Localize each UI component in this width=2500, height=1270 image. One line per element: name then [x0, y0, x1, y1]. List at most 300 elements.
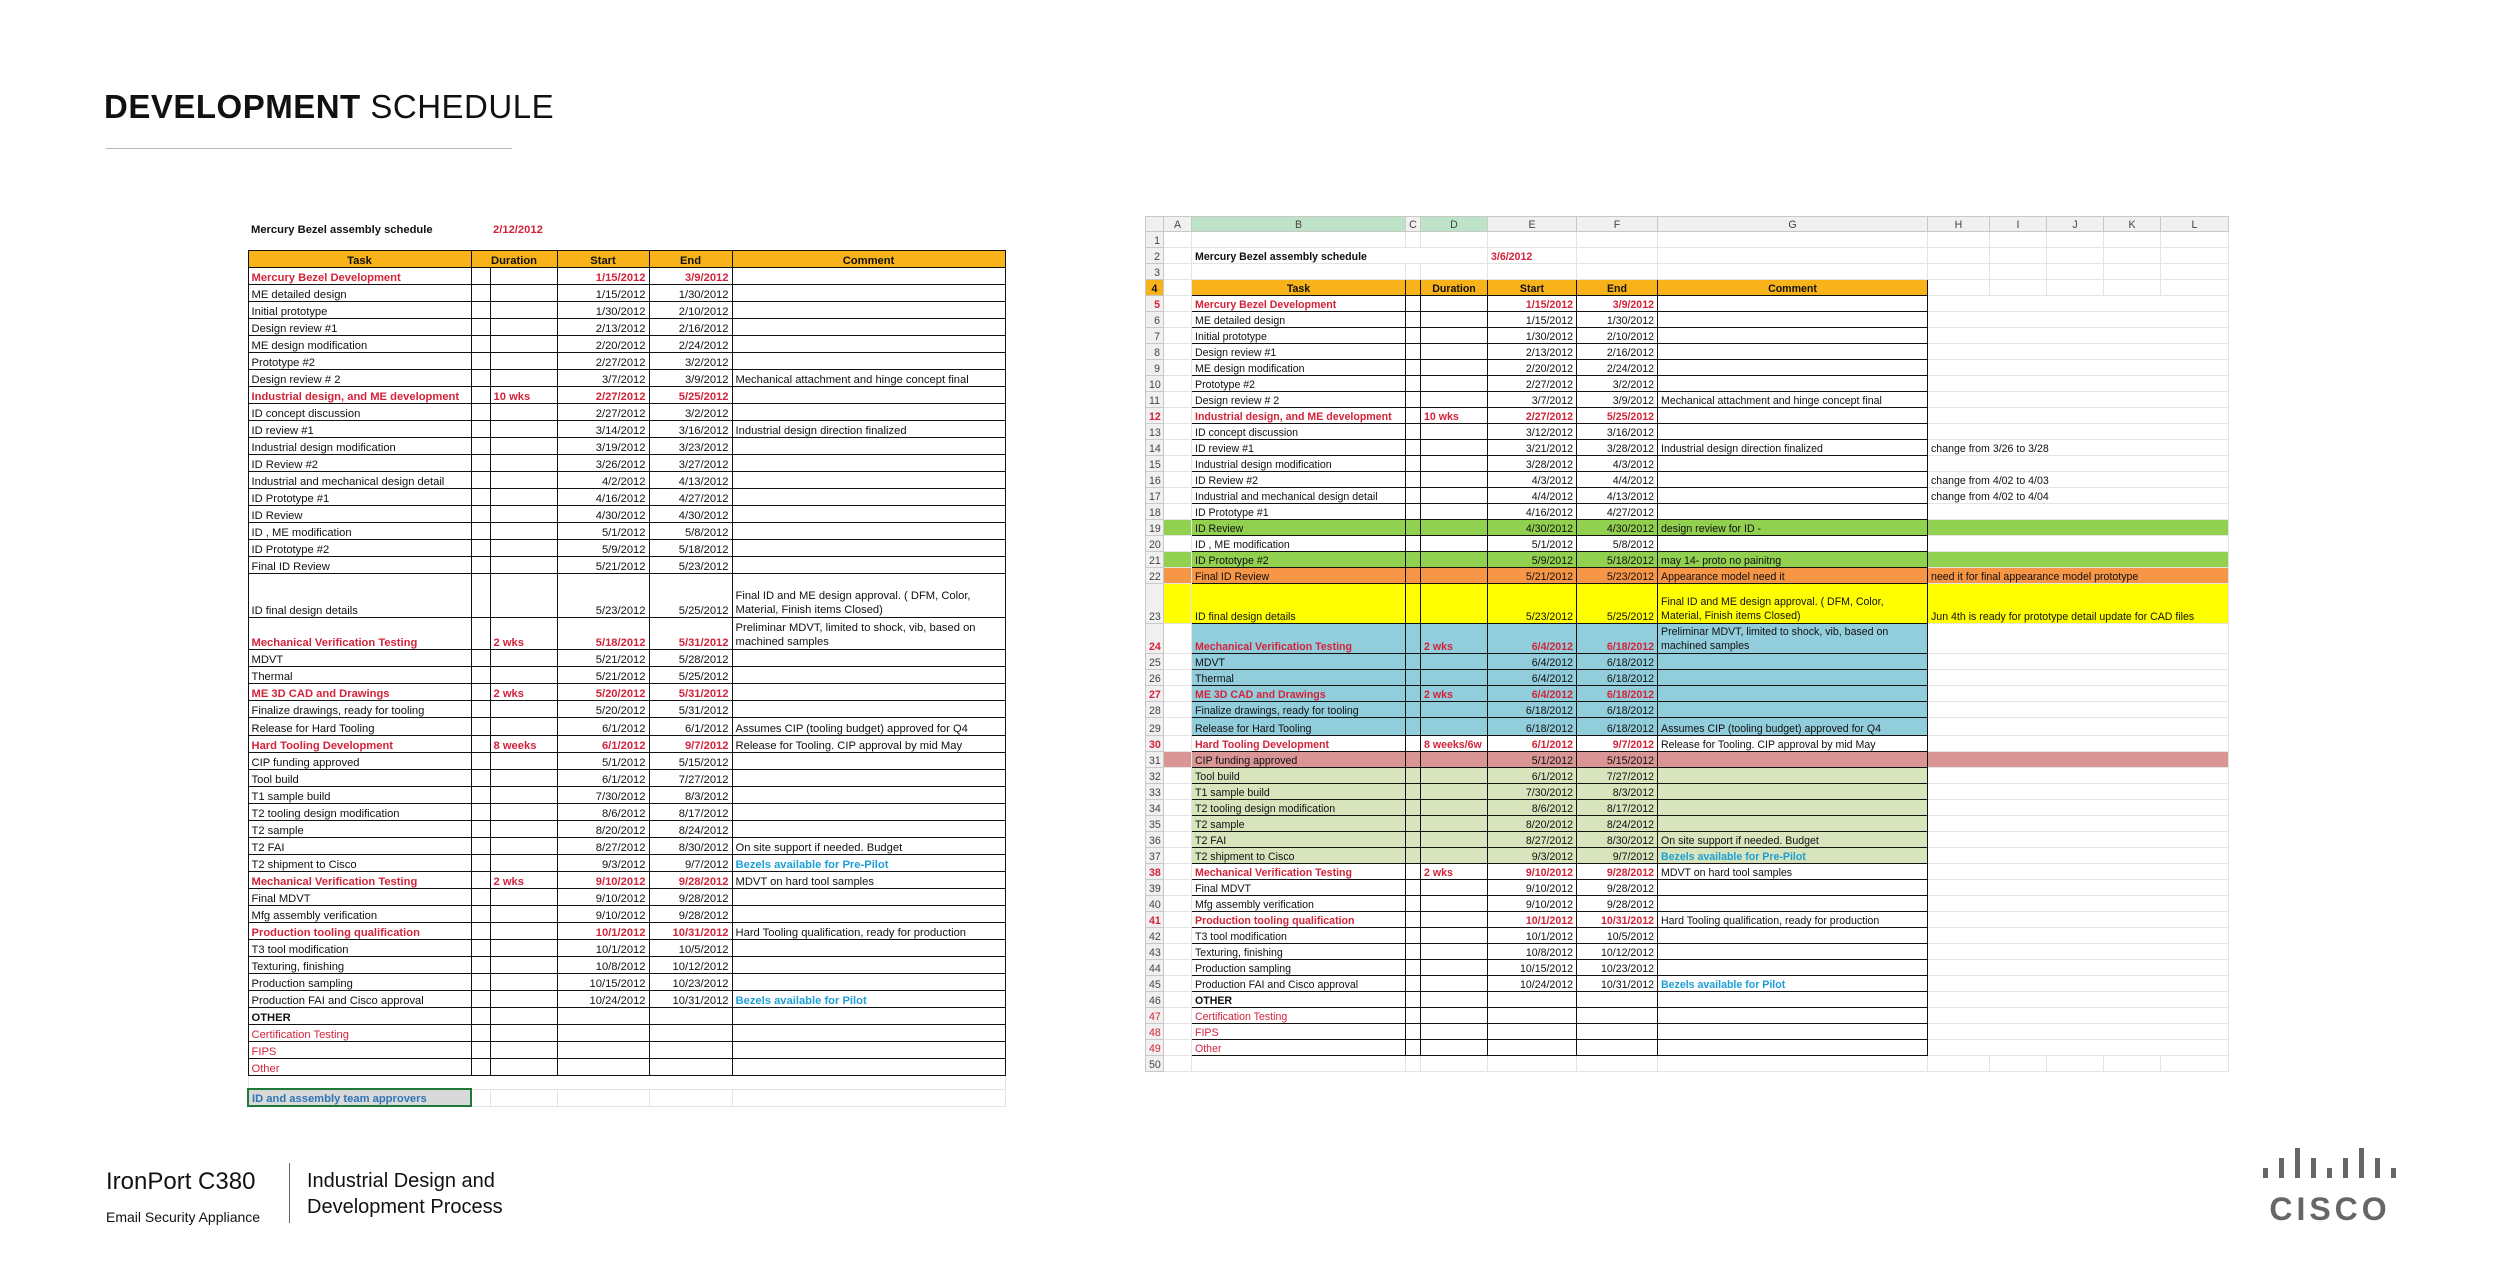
- note-cell: [1928, 360, 2229, 376]
- task-cell: Other: [1192, 1040, 1406, 1056]
- comment-cell: [732, 505, 1005, 522]
- column-letter-A[interactable]: A: [1164, 217, 1192, 232]
- note-cell: [1928, 686, 2229, 702]
- task-cell: Prototype #2: [248, 352, 471, 369]
- cell: [1658, 248, 1928, 264]
- row-number[interactable]: 48: [1146, 1024, 1164, 1040]
- row-number[interactable]: 32: [1146, 768, 1164, 784]
- end-cell: 5/25/2012: [649, 666, 732, 683]
- column-letter-J[interactable]: J: [2047, 217, 2104, 232]
- duration-cell: [490, 369, 557, 386]
- row-number[interactable]: 26: [1146, 670, 1164, 686]
- duration-cell: [1421, 536, 1488, 552]
- duration-cell: [1421, 944, 1488, 960]
- comment-cell: [1658, 928, 1928, 944]
- end-cell: 6/18/2012: [1577, 654, 1658, 670]
- end-cell: 10/31/2012: [649, 922, 732, 939]
- table-row: [248, 922, 1005, 939]
- row-number[interactable]: 5: [1146, 296, 1164, 312]
- end-cell: 3/16/2012: [649, 420, 732, 437]
- table-row: [248, 700, 1005, 717]
- row-number[interactable]: 44: [1146, 960, 1164, 976]
- row-number[interactable]: 17: [1146, 488, 1164, 504]
- table-row: [1146, 1008, 2229, 1024]
- row-number[interactable]: 12: [1146, 408, 1164, 424]
- blank-cell: [471, 854, 490, 871]
- cell: [1164, 768, 1192, 784]
- note-cell: [1928, 296, 2229, 312]
- row-number[interactable]: 8: [1146, 344, 1164, 360]
- comment-cell: [732, 1041, 1005, 1058]
- start-cell: 4/16/2012: [1488, 504, 1577, 520]
- row-number[interactable]: 34: [1146, 800, 1164, 816]
- end-cell: 6/1/2012: [649, 717, 732, 735]
- table-row: [248, 352, 1005, 369]
- table-row: [1146, 392, 2229, 408]
- cell: [1488, 232, 1577, 248]
- task-cell: ME detailed design: [248, 284, 471, 301]
- cell: [1164, 264, 1192, 280]
- cell: [1164, 552, 1192, 568]
- end-cell: 2/16/2012: [1577, 344, 1658, 360]
- duration-cell: [490, 352, 557, 369]
- cell: [2161, 264, 2229, 280]
- row-number[interactable]: 18: [1146, 504, 1164, 520]
- blank-cell: [1406, 960, 1421, 976]
- start-cell: [1488, 1024, 1577, 1040]
- end-cell: 4/4/2012: [1577, 472, 1658, 488]
- duration-cell: [1421, 896, 1488, 912]
- row-number[interactable]: 10: [1146, 376, 1164, 392]
- start-cell: 2/27/2012: [557, 386, 649, 403]
- task-cell: Hard Tooling Development: [248, 735, 471, 752]
- row-number[interactable]: 4: [1146, 280, 1164, 296]
- duration-cell: 2 wks: [490, 683, 557, 700]
- comment-cell: [1658, 960, 1928, 976]
- blank-cell: [1406, 864, 1421, 880]
- task-cell: Industrial and mechanical design detail: [1192, 488, 1406, 504]
- duration-cell: [490, 539, 557, 556]
- row-number[interactable]: 47: [1146, 1008, 1164, 1024]
- row-number[interactable]: 45: [1146, 976, 1164, 992]
- blank-cell: [1406, 752, 1421, 768]
- table-row: [248, 803, 1005, 820]
- table-row: [248, 556, 1005, 573]
- row-number[interactable]: 41: [1146, 912, 1164, 928]
- task-cell: Texturing, finishing: [1192, 944, 1406, 960]
- task-cell: Thermal: [1192, 670, 1406, 686]
- duration-cell: [1421, 296, 1488, 312]
- table-row: [1146, 752, 2229, 768]
- table-row: [1146, 296, 2229, 312]
- row-number[interactable]: 16: [1146, 472, 1164, 488]
- cell: [1164, 752, 1192, 768]
- end-cell: 5/23/2012: [1577, 568, 1658, 584]
- row-number[interactable]: 24: [1146, 624, 1164, 654]
- start-cell: 5/23/2012: [1488, 584, 1577, 624]
- duration-cell: [490, 990, 557, 1007]
- column-letter-B[interactable]: B: [1192, 217, 1406, 232]
- task-cell: T3 tool modification: [248, 939, 471, 956]
- cell: [2104, 264, 2161, 280]
- note-cell: [1928, 1008, 2229, 1024]
- comment-cell: [1658, 408, 1928, 424]
- cell: [1164, 440, 1192, 456]
- note-cell: need it for final appearance model prototype: [1928, 568, 2229, 584]
- cell: [2047, 232, 2104, 248]
- blank-cell: [471, 700, 490, 717]
- table-row: [248, 301, 1005, 318]
- table-row: [248, 284, 1005, 301]
- row-number[interactable]: 37: [1146, 848, 1164, 864]
- row-number[interactable]: 40: [1146, 896, 1164, 912]
- cell: [649, 218, 732, 236]
- note-cell: [1928, 702, 2229, 718]
- row-number[interactable]: 38: [1146, 864, 1164, 880]
- blank-cell: [471, 990, 490, 1007]
- end-cell: [649, 1058, 732, 1075]
- column-letter-F[interactable]: F: [1577, 217, 1658, 232]
- row-number[interactable]: 19: [1146, 520, 1164, 536]
- note-cell: [1928, 552, 2229, 568]
- cell: [490, 1089, 557, 1106]
- row-number[interactable]: 15: [1146, 456, 1164, 472]
- blank-cell: [471, 352, 490, 369]
- comment-cell: [732, 649, 1005, 666]
- note-cell: [1928, 944, 2229, 960]
- task-cell: Final MDVT: [1192, 880, 1406, 896]
- blank-cell: [1406, 944, 1421, 960]
- end-cell: 8/30/2012: [1577, 832, 1658, 848]
- blank-cell: [471, 1058, 490, 1075]
- end-cell: 2/24/2012: [649, 335, 732, 352]
- cell: [1164, 248, 1192, 264]
- table-row: [1146, 552, 2229, 568]
- cell: [1990, 264, 2047, 280]
- end-cell: 4/13/2012: [1577, 488, 1658, 504]
- note-cell: [1928, 752, 2229, 768]
- table-row: [1146, 736, 2229, 752]
- cell: [1164, 992, 1192, 1008]
- duration-cell: [1421, 504, 1488, 520]
- comment-cell: [732, 939, 1005, 956]
- comment-cell: [1658, 944, 1928, 960]
- task-cell: Initial prototype: [1192, 328, 1406, 344]
- note-cell: [1928, 328, 2229, 344]
- row-number[interactable]: 3: [1146, 264, 1164, 280]
- task-cell: ID review #1: [1192, 440, 1406, 456]
- task-cell: Mechanical Verification Testing: [248, 617, 471, 649]
- start-cell: 9/10/2012: [1488, 864, 1577, 880]
- table-row: [1146, 488, 2229, 504]
- column-letter-L[interactable]: L: [2161, 217, 2229, 232]
- row-number[interactable]: 27: [1146, 686, 1164, 702]
- comment-cell: [732, 1058, 1005, 1075]
- row-number[interactable]: 2: [1146, 248, 1164, 264]
- row-number[interactable]: 11: [1146, 392, 1164, 408]
- blank-cell: [471, 284, 490, 301]
- start-cell: 8/20/2012: [1488, 816, 1577, 832]
- end-cell: 5/25/2012: [649, 386, 732, 403]
- cell: [1164, 736, 1192, 752]
- cisco-logo-icon: [2255, 1148, 2405, 1228]
- duration-cell: [490, 820, 557, 837]
- row-number[interactable]: 13: [1146, 424, 1164, 440]
- task-cell: T1 sample build: [1192, 784, 1406, 800]
- blank-cell: [1406, 816, 1421, 832]
- note-cell: [1928, 1040, 2229, 1056]
- comment-cell: Release for Tooling. CIP approval by mid May: [1658, 736, 1928, 752]
- table-row: [1146, 312, 2229, 328]
- start-cell: 5/21/2012: [557, 556, 649, 573]
- table-row: [1146, 654, 2229, 670]
- table-row: [1146, 520, 2229, 536]
- cell: [1577, 232, 1658, 248]
- duration-cell: [1421, 456, 1488, 472]
- blank-cell: [1406, 344, 1421, 360]
- duration-cell: [1421, 670, 1488, 686]
- comment-cell: [1658, 816, 1928, 832]
- duration-cell: [1421, 488, 1488, 504]
- table-row: [1146, 880, 2229, 896]
- table-row: [248, 471, 1005, 488]
- table-row: [1146, 848, 2229, 864]
- table-row: [1146, 424, 2229, 440]
- task-cell: Other: [248, 1058, 471, 1075]
- end-cell: 5/18/2012: [1577, 552, 1658, 568]
- right-schedule-sheet: [1145, 216, 2229, 1072]
- end-cell: 10/23/2012: [1577, 960, 1658, 976]
- cell: [1164, 424, 1192, 440]
- cell: [1421, 264, 1488, 280]
- cell: [1164, 654, 1192, 670]
- table-row: [1146, 768, 2229, 784]
- row-number[interactable]: 29: [1146, 718, 1164, 736]
- row-number[interactable]: 30: [1146, 736, 1164, 752]
- task-cell: T3 tool modification: [1192, 928, 1406, 944]
- comment-cell: Bezels available for Pilot: [732, 990, 1005, 1007]
- row-number[interactable]: 46: [1146, 992, 1164, 1008]
- comment-cell: [732, 539, 1005, 556]
- row-number[interactable]: 42: [1146, 928, 1164, 944]
- comment-cell: [1658, 768, 1928, 784]
- row-number[interactable]: 36: [1146, 832, 1164, 848]
- cell: [1658, 1056, 1928, 1072]
- cell: [1577, 1056, 1658, 1072]
- row-number[interactable]: 14: [1146, 440, 1164, 456]
- header-comment: Comment: [732, 250, 1005, 267]
- start-cell: 7/30/2012: [557, 786, 649, 803]
- start-cell: 5/23/2012: [557, 573, 649, 617]
- task-cell: T2 sample: [1192, 816, 1406, 832]
- table-row: [248, 617, 1005, 649]
- cell: [1928, 264, 1990, 280]
- end-cell: 8/3/2012: [1577, 784, 1658, 800]
- row-number[interactable]: 31: [1146, 752, 1164, 768]
- cell: [1164, 312, 1192, 328]
- note-cell: [1928, 344, 2229, 360]
- note-cell: [1928, 880, 2229, 896]
- comment-cell: [1658, 702, 1928, 718]
- start-cell: 5/1/2012: [1488, 752, 1577, 768]
- cell: [1164, 960, 1192, 976]
- start-cell: 3/26/2012: [557, 454, 649, 471]
- note-cell: [1928, 928, 2229, 944]
- row-number[interactable]: 25: [1146, 654, 1164, 670]
- comment-cell: MDVT on hard tool samples: [1658, 864, 1928, 880]
- duration-cell: [1421, 1008, 1488, 1024]
- task-cell: Mechanical Verification Testing: [248, 871, 471, 888]
- table-row: [248, 735, 1005, 752]
- end-cell: 2/24/2012: [1577, 360, 1658, 376]
- row-number[interactable]: 39: [1146, 880, 1164, 896]
- blank-cell: [471, 335, 490, 352]
- table-row: [248, 854, 1005, 871]
- spacer-row: [248, 1075, 1005, 1089]
- comment-cell: [732, 267, 1005, 284]
- start-cell: 2/27/2012: [557, 403, 649, 420]
- start-cell: 1/30/2012: [557, 301, 649, 318]
- row-number[interactable]: 6: [1146, 312, 1164, 328]
- table-row: [1146, 718, 2229, 736]
- row-number[interactable]: 49: [1146, 1040, 1164, 1056]
- table-row: [248, 522, 1005, 539]
- end-cell: 10/12/2012: [649, 956, 732, 973]
- cell: [1488, 1056, 1577, 1072]
- note-cell: [1928, 376, 2229, 392]
- table-row: [248, 488, 1005, 505]
- note-cell: [1928, 1024, 2229, 1040]
- comment-cell: [1658, 536, 1928, 552]
- row-number[interactable]: 7: [1146, 328, 1164, 344]
- column-letter-D[interactable]: D: [1421, 217, 1488, 232]
- cell: [1164, 928, 1192, 944]
- start-cell: 1/15/2012: [557, 284, 649, 301]
- task-cell: FIPS: [248, 1041, 471, 1058]
- cell: [1577, 248, 1658, 264]
- end-cell: 4/3/2012: [1577, 456, 1658, 472]
- column-letter-K[interactable]: K: [2104, 217, 2161, 232]
- column-letter-G[interactable]: G: [1658, 217, 1928, 232]
- duration-cell: [1421, 768, 1488, 784]
- start-cell: 10/15/2012: [557, 973, 649, 990]
- duration-cell: [490, 956, 557, 973]
- footer-divider: [289, 1163, 290, 1223]
- row-number[interactable]: 43: [1146, 944, 1164, 960]
- column-letter-C[interactable]: C: [1406, 217, 1421, 232]
- table-row: [248, 505, 1005, 522]
- table-row: [1146, 800, 2229, 816]
- duration-cell: [1421, 832, 1488, 848]
- row-number[interactable]: 23: [1146, 584, 1164, 624]
- task-cell: T2 shipment to Cisco: [1192, 848, 1406, 864]
- end-cell: 4/27/2012: [1577, 504, 1658, 520]
- cell: [248, 236, 1005, 250]
- row-number[interactable]: 50: [1146, 1056, 1164, 1072]
- cell: [1421, 232, 1488, 248]
- row-number[interactable]: 22: [1146, 568, 1164, 584]
- cell: [1164, 1008, 1192, 1024]
- blank-cell: [1406, 424, 1421, 440]
- cell: [732, 1089, 1005, 1106]
- duration-cell: 8 weeks/6w: [1421, 736, 1488, 752]
- task-cell: Production FAI and Cisco approval: [1192, 976, 1406, 992]
- task-cell: Finalize drawings, ready for tooling: [248, 700, 471, 717]
- end-cell: 5/23/2012: [649, 556, 732, 573]
- comment-cell: [1658, 896, 1928, 912]
- table-row: [248, 820, 1005, 837]
- column-letter-E[interactable]: E: [1488, 217, 1577, 232]
- row-number[interactable]: 9: [1146, 360, 1164, 376]
- duration-cell: [490, 837, 557, 854]
- duration-cell: [490, 284, 557, 301]
- start-cell: 9/10/2012: [557, 888, 649, 905]
- start-cell: 9/10/2012: [557, 905, 649, 922]
- blank-cell: [471, 471, 490, 488]
- table-row: [248, 267, 1005, 284]
- table-row: [248, 369, 1005, 386]
- end-cell: 3/28/2012: [1577, 440, 1658, 456]
- row-number[interactable]: 1: [1146, 232, 1164, 248]
- task-cell: Industrial design, and ME development: [248, 386, 471, 403]
- page-title: [104, 88, 554, 126]
- blank-cell: [1406, 488, 1421, 504]
- blank-cell: [471, 649, 490, 666]
- end-cell: 6/18/2012: [1577, 702, 1658, 718]
- column-letter-H[interactable]: H: [1928, 217, 1990, 232]
- column-letter-I[interactable]: I: [1990, 217, 2047, 232]
- table-row: [1146, 536, 2229, 552]
- table-row: [1146, 864, 2229, 880]
- cell: [1164, 1024, 1192, 1040]
- comment-cell: Hard Tooling qualification, ready for production: [732, 922, 1005, 939]
- comment-cell: Hard Tooling qualification, ready for production: [1658, 912, 1928, 928]
- comment-cell: [732, 335, 1005, 352]
- end-cell: [1577, 1040, 1658, 1056]
- table-row: [248, 837, 1005, 854]
- cell: [1990, 232, 2047, 248]
- end-cell: 5/25/2012: [649, 573, 732, 617]
- start-cell: 10/24/2012: [557, 990, 649, 1007]
- duration-cell: [490, 437, 557, 454]
- duration-cell: [490, 335, 557, 352]
- blank-cell: [471, 386, 490, 403]
- row-number[interactable]: 28: [1146, 702, 1164, 718]
- row-number[interactable]: 21: [1146, 552, 1164, 568]
- duration-cell: 8 weeks: [490, 735, 557, 752]
- row-number[interactable]: 33: [1146, 784, 1164, 800]
- cell: [557, 1089, 649, 1106]
- comment-cell: [732, 905, 1005, 922]
- row-number[interactable]: 35: [1146, 816, 1164, 832]
- task-cell: ID Review: [1192, 520, 1406, 536]
- start-cell: 10/1/2012: [557, 922, 649, 939]
- task-cell: ME detailed design: [1192, 312, 1406, 328]
- duration-cell: 2 wks: [1421, 686, 1488, 702]
- table-row: [1146, 928, 2229, 944]
- comment-cell: [732, 1007, 1005, 1024]
- comment-cell: [1658, 488, 1928, 504]
- duration-cell: [1421, 472, 1488, 488]
- blank-cell: [471, 973, 490, 990]
- comment-cell: design review for ID -: [1658, 520, 1928, 536]
- row-number[interactable]: 20: [1146, 536, 1164, 552]
- comment-cell: Assumes CIP (tooling budget) approved for Q4: [1658, 718, 1928, 736]
- note-cell: [1928, 864, 2229, 880]
- comment-cell: [732, 769, 1005, 786]
- task-cell: Design review #1: [248, 318, 471, 335]
- table-row: [248, 335, 1005, 352]
